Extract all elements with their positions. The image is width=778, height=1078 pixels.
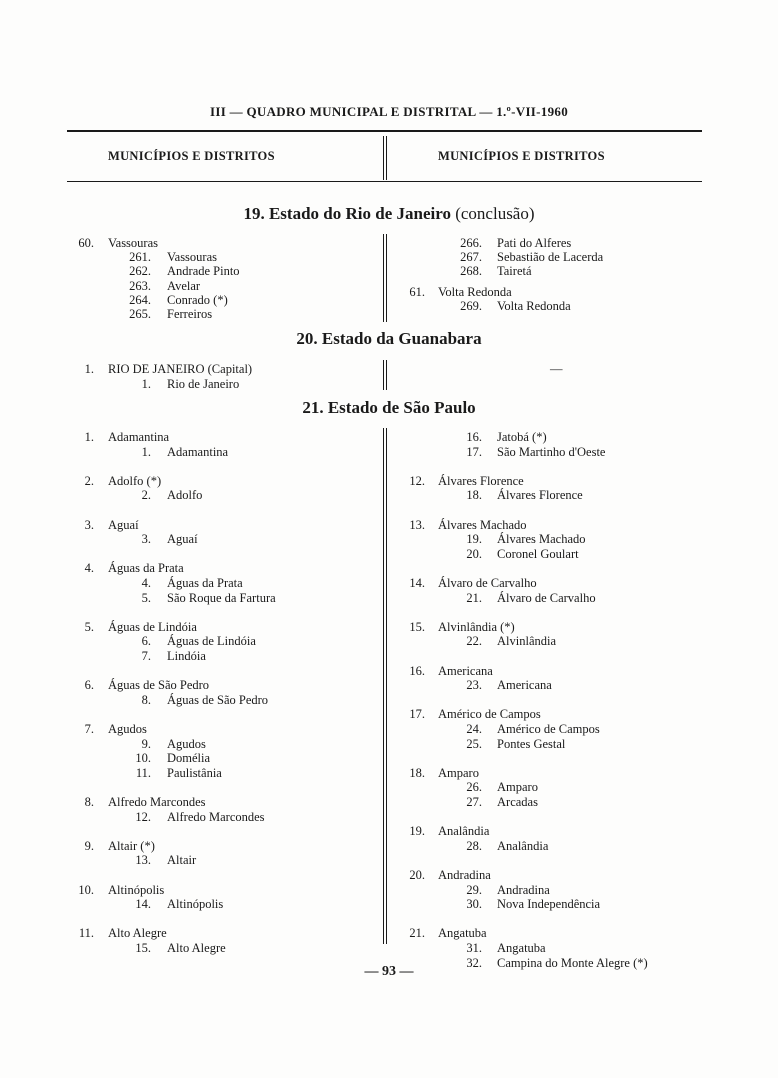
entry-number: 20. bbox=[466, 546, 482, 561]
entry-name: Vassouras bbox=[167, 250, 217, 265]
entry-number: 264. bbox=[129, 292, 151, 307]
entry-name: Alto Alegre bbox=[108, 926, 167, 941]
entry-name: Américo de Campos bbox=[438, 707, 541, 722]
entry-number: 17. bbox=[466, 444, 482, 459]
entry-name: Pontes Gestal bbox=[497, 736, 566, 751]
entry-name: Alto Alegre bbox=[167, 941, 226, 955]
entry-name: Águas de Lindóia bbox=[167, 634, 256, 649]
entry-name: Alfredo Marcondes bbox=[167, 809, 265, 824]
column-divider bbox=[383, 428, 384, 944]
page-number: — 93 — bbox=[364, 964, 414, 979]
entry-number: 10. bbox=[135, 751, 151, 766]
entry-name: Adolfo bbox=[167, 488, 203, 503]
entry-number: 14. bbox=[409, 576, 425, 590]
entry-number: 14. bbox=[135, 897, 151, 912]
entry-name: Ferreiros bbox=[167, 307, 213, 321]
entry-name: Álvares Florence bbox=[438, 473, 524, 488]
column-divider-2 bbox=[386, 428, 387, 944]
entry-name: Aguaí bbox=[108, 517, 139, 532]
entry-number: 23. bbox=[466, 678, 482, 693]
entry-name: Domélia bbox=[167, 751, 211, 766]
entry-number: 29. bbox=[466, 882, 482, 897]
entry-number: 61. bbox=[409, 284, 425, 299]
entry-number: 21. bbox=[409, 926, 425, 941]
entry-number: 11. bbox=[135, 765, 151, 780]
entry-number: 1. bbox=[84, 430, 94, 444]
entry-name: Américo de Campos bbox=[497, 722, 600, 736]
entry-number: 5. bbox=[84, 619, 94, 634]
entry-number: 8. bbox=[84, 795, 94, 809]
entry-name: Altinópolis bbox=[108, 882, 165, 897]
entry-name: Agudos bbox=[108, 722, 147, 736]
entry-number: 30. bbox=[466, 897, 482, 912]
entry-number: 26. bbox=[466, 780, 482, 795]
header-divider-2 bbox=[386, 136, 387, 180]
entry-number: 6. bbox=[141, 634, 151, 649]
entry-name: Lindóia bbox=[167, 649, 206, 663]
entry-name: Andradina bbox=[497, 882, 550, 897]
entry-name: Amparo bbox=[497, 780, 538, 795]
entry-name: Águas de Lindóia bbox=[108, 619, 197, 634]
entry-name: Conrado (*) bbox=[167, 292, 228, 307]
entry-name: Álvaro de Carvalho bbox=[438, 576, 537, 590]
entry-number: 15. bbox=[409, 619, 425, 634]
entry-name: Alfredo Marcondes bbox=[108, 795, 206, 809]
entry-name: Altair bbox=[167, 853, 197, 868]
entry-name: Águas da Prata bbox=[108, 561, 184, 576]
entry-name: São Roque da Fartura bbox=[167, 590, 276, 605]
entry-name: Pati do Alferes bbox=[497, 236, 572, 250]
entry-number: 19. bbox=[409, 824, 425, 839]
entry-name: Avelar bbox=[167, 278, 201, 293]
entry-number: 25. bbox=[466, 736, 482, 751]
section-title: 20. Estado da Guanabara bbox=[296, 329, 482, 348]
column-divider bbox=[383, 234, 384, 322]
entry-name: São Martinho d'Oeste bbox=[497, 444, 606, 459]
entry-number: 32. bbox=[466, 955, 482, 970]
entry-number: 18. bbox=[409, 765, 425, 780]
entry-number: 7. bbox=[84, 722, 94, 736]
entry-name: Altinópolis bbox=[167, 897, 224, 912]
entry-number: 267. bbox=[460, 250, 482, 265]
entry-name: Americana bbox=[438, 663, 493, 678]
column-header-left: MUNICÍPIOS E DISTRITOS bbox=[108, 149, 275, 163]
entry-number: 21. bbox=[466, 590, 482, 605]
entry-number: 19. bbox=[466, 532, 482, 547]
entry-name: Andrade Pinto bbox=[167, 264, 240, 279]
entry-name: Nova Independência bbox=[497, 897, 601, 912]
column-divider-2 bbox=[386, 234, 387, 322]
column-divider bbox=[383, 360, 384, 390]
entry-name: Americana bbox=[497, 678, 552, 693]
entry-name: Alvinlândia bbox=[497, 634, 557, 649]
entry-number: 22. bbox=[466, 634, 482, 649]
entry-number: 2. bbox=[84, 473, 94, 488]
entry-name: Altair (*) bbox=[108, 838, 155, 853]
entry-number: 4. bbox=[84, 561, 94, 576]
entry-name: Rio de Janeiro bbox=[167, 377, 240, 391]
entry-number: 1. bbox=[141, 377, 151, 391]
entry-number: 13. bbox=[409, 517, 425, 532]
entry-number: 266. bbox=[460, 236, 482, 250]
entry-name: Analândia bbox=[497, 838, 549, 853]
dash-mark: — bbox=[550, 362, 563, 376]
entry-name: Adamantina bbox=[108, 430, 170, 444]
entry-name: Angatuba bbox=[497, 941, 546, 955]
entry-name: RIO DE JANEIRO (Capital) bbox=[108, 362, 253, 376]
entry-number: 269. bbox=[460, 298, 482, 313]
entry-number: 28. bbox=[466, 838, 482, 853]
entry-number: 9. bbox=[84, 838, 94, 853]
entry-number: 6. bbox=[84, 678, 94, 693]
entry-name: Sebastião de Lacerda bbox=[497, 250, 604, 265]
section-title-text: 19. Estado do Rio de Janeiro bbox=[243, 204, 451, 223]
entry-name: Álvaro de Carvalho bbox=[497, 590, 596, 605]
entry-name: Álvares Florence bbox=[497, 488, 583, 503]
entry-number: 60. bbox=[78, 236, 94, 250]
column-header-right: MUNICÍPIOS E DISTRITOS bbox=[438, 149, 605, 163]
entry-number: 4. bbox=[141, 576, 151, 590]
entry-name: Águas de São Pedro bbox=[167, 692, 269, 707]
entry-number: 15. bbox=[135, 941, 151, 955]
entry-name: Coronel Goulart bbox=[497, 546, 579, 561]
entry-number: 262. bbox=[129, 264, 151, 279]
entry-name: Aguaí bbox=[167, 532, 198, 547]
entry-name: Jatobá (*) bbox=[497, 430, 547, 444]
entry-number: 13. bbox=[135, 853, 151, 868]
entry-name: Álvares Machado bbox=[497, 532, 586, 547]
entry-name: Arcadas bbox=[497, 795, 538, 809]
entry-number: 12. bbox=[135, 809, 151, 824]
entry-name: Adolfo (*) bbox=[108, 473, 162, 488]
entry-number: 1. bbox=[141, 444, 151, 459]
entry-name: Águas da Prata bbox=[167, 576, 243, 590]
entry-number: 18. bbox=[466, 488, 482, 503]
column-divider-2 bbox=[386, 360, 387, 390]
entry-name: Volta Redonda bbox=[497, 298, 571, 313]
entry-number: 261. bbox=[129, 250, 151, 265]
entry-name: Álvares Machado bbox=[438, 517, 527, 532]
entry-name: Analândia bbox=[438, 824, 490, 839]
entry-number: 16. bbox=[466, 430, 482, 444]
entry-number: 24. bbox=[466, 722, 482, 736]
entry-name: Agudos bbox=[167, 736, 206, 751]
entry-name: Tairetá bbox=[497, 264, 532, 279]
entry-number: 3. bbox=[141, 532, 151, 547]
section-title bbox=[0, 204, 778, 224]
entry-name: Amparo bbox=[438, 765, 479, 780]
entry-name: Adamantina bbox=[167, 444, 229, 459]
entry-name: Campina do Monte Alegre (*) bbox=[497, 955, 648, 970]
entry-number: 12. bbox=[409, 473, 425, 488]
entry-number: 2. bbox=[141, 488, 151, 503]
entry-number: 263. bbox=[129, 278, 151, 293]
entry-number: 7. bbox=[141, 649, 151, 663]
entry-name: Andradina bbox=[438, 868, 491, 882]
entry-name: Águas de São Pedro bbox=[108, 678, 210, 693]
entry-number: 1. bbox=[84, 362, 94, 376]
entry-number: 8. bbox=[141, 692, 151, 707]
entry-number: 17. bbox=[409, 707, 425, 722]
entry-number: 3. bbox=[84, 517, 94, 532]
header-top-rule bbox=[67, 130, 702, 132]
entry-number: 16. bbox=[409, 663, 425, 678]
running-head: III — QUADRO MUNICIPAL E DISTRITAL — 1.º-VII-1960 bbox=[210, 104, 568, 119]
entry-name: Alvinlândia (*) bbox=[438, 619, 515, 634]
entry-number: 10. bbox=[78, 882, 94, 897]
entry-number: 265. bbox=[129, 307, 151, 321]
header-divider bbox=[383, 136, 384, 180]
entry-name: Paulistânia bbox=[167, 765, 222, 780]
entry-name: Vassouras bbox=[108, 236, 158, 250]
entry-name: Volta Redonda bbox=[438, 284, 512, 299]
entry-number: 27. bbox=[466, 795, 482, 809]
entry-number: 9. bbox=[141, 736, 151, 751]
entry-number: 5. bbox=[141, 590, 151, 605]
entry-number: 11. bbox=[78, 926, 94, 941]
entry-number: 31. bbox=[466, 941, 482, 955]
entry-number: 268. bbox=[460, 264, 482, 279]
entry-number: 20. bbox=[409, 868, 425, 882]
header-bottom-rule bbox=[67, 181, 702, 182]
section-title: 21. Estado de São Paulo bbox=[302, 398, 476, 417]
section-title-note: (conclusão) bbox=[455, 204, 535, 223]
entry-name: Angatuba bbox=[438, 926, 487, 941]
